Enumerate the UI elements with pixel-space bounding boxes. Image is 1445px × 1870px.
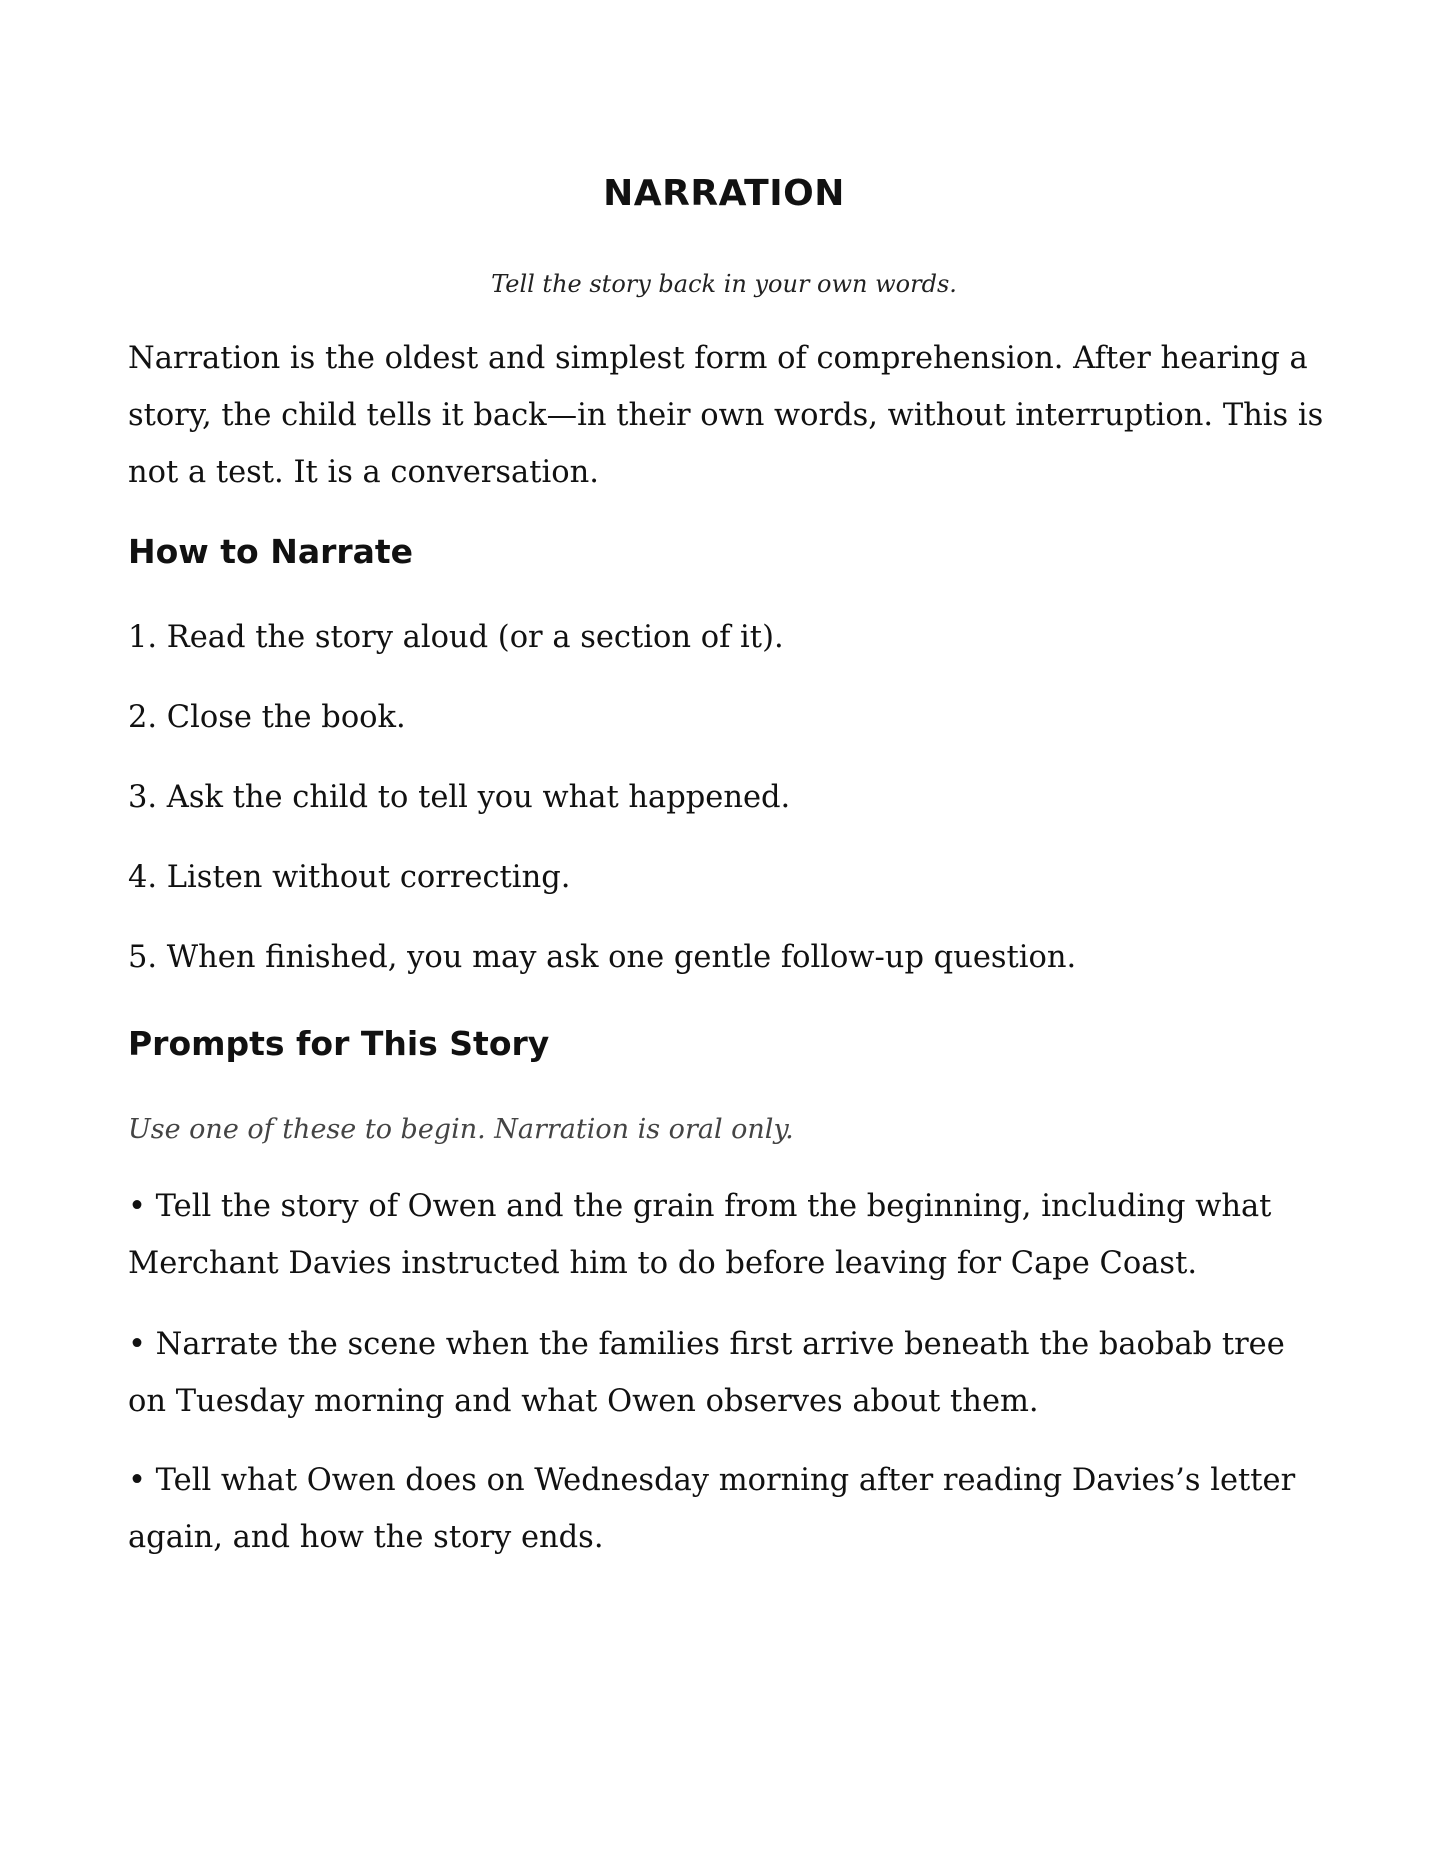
- step-item: 1. Read the story aloud (or a section of it).: [128, 620, 784, 655]
- step-item: 4. Listen without correcting.: [128, 860, 571, 895]
- prompt-item: • Tell what Owen does on Wednesday morning after reading Davies’s letter again, and how the story ends.: [128, 1463, 1296, 1555]
- how-to-heading: How to Narrate: [128, 532, 414, 571]
- intro-paragraph: Narration is the oldest and simplest form of comprehension. After hearing a story, the child tells it back—in their own words, without interruption. This is not a test. It is a conversation.: [128, 341, 1324, 490]
- prompts-note: Use one of these to begin. Narration is oral only.: [128, 1114, 794, 1145]
- prompt-item: • Tell the story of Owen and the grain from the beginning, including what Merchant Davies instructed him to do before leaving for Cape Coast.: [128, 1189, 1272, 1281]
- step-item: 2. Close the book.: [128, 700, 406, 735]
- prompts-heading: Prompts for This Story: [128, 1024, 550, 1063]
- page-title: NARRATION: [603, 173, 845, 214]
- document-page: [128, 0, 1328, 1870]
- step-item: 3. Ask the child to tell you what happened.: [128, 780, 791, 815]
- step-item: 5. When finished, you may ask one gentle follow-up question.: [128, 940, 1077, 975]
- prompt-item: • Narrate the scene when the families first arrive beneath the baobab tree on Tuesday morning and what Owen observes about them.: [128, 1327, 1285, 1419]
- page-subtitle: Tell the story back in your own words.: [491, 270, 957, 298]
